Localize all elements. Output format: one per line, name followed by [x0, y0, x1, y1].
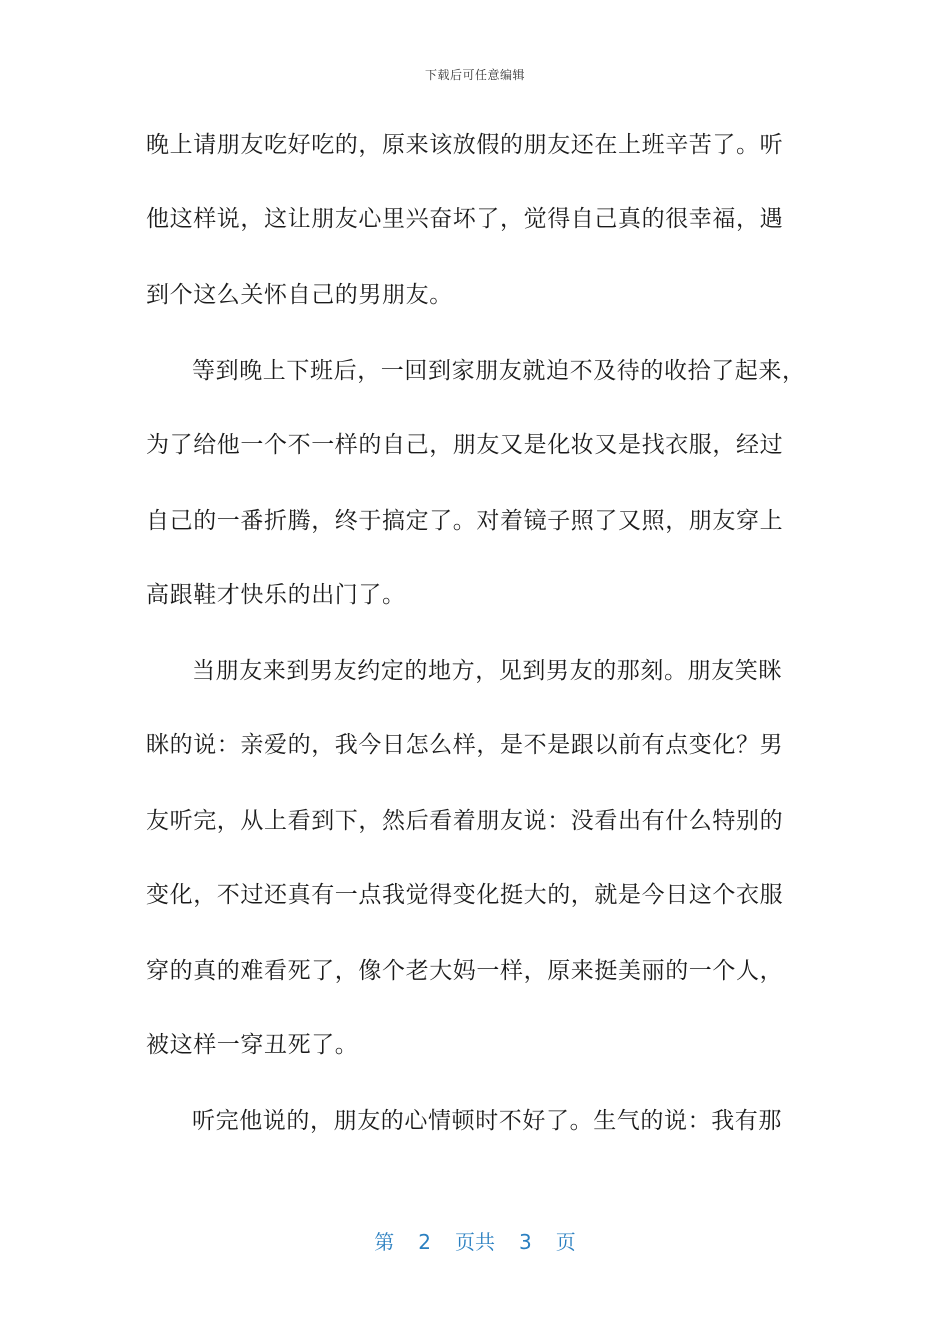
text-line: 友听完，从上看到下，然后看着朋友说：没看出有什么特别的 [146, 808, 784, 834]
text-line: 为了给他一个不一样的自己，朋友又是化妆又是找衣服，经过 [146, 432, 784, 458]
text-line: 变化，不过还真有一点我觉得变化挺大的，就是今日这个衣服 [146, 882, 784, 908]
page-number-footer [0, 1226, 950, 1255]
text-line: 晚上请朋友吃好吃的，原来该放假的朋友还在上班辛苦了。听 [146, 132, 784, 158]
paragraph-start-line: 听完他说的，朋友的心情顿时不好了。生气的说：我有那 [192, 1108, 782, 1134]
text-line: 眯的说：亲爱的，我今日怎么样，是不是跟以前有点变化？男 [146, 732, 784, 758]
paragraph-start-line: 当朋友来到男友约定的地方，见到男友的那刻。朋友笑眯 [192, 658, 782, 684]
paragraph-start-line: 等到晚上下班后，一回到家朋友就迫不及待的收拾了起来， [192, 358, 806, 384]
footer-suffix: 页 [555, 1230, 576, 1254]
footer-prefix: 第 [374, 1230, 395, 1254]
text-line: 穿的真的难看死了，像个老大妈一样，原来挺美丽的一个人， [146, 958, 784, 984]
text-line: 他这样说，这让朋友心里兴奋坏了，觉得自己真的很幸福，遇 [146, 206, 784, 232]
total-pages-number: 3 [519, 1230, 532, 1254]
text-line: 自己的一番折腾，终于搞定了。对着镜子照了又照，朋友穿上 [146, 508, 784, 534]
text-line: 高跟鞋才快乐的出门了。 [146, 582, 406, 608]
current-page-number: 2 [418, 1230, 431, 1254]
page-header: 下载后可任意编辑 [424, 68, 525, 82]
text-line: 被这样一穿丑死了。 [146, 1032, 359, 1058]
text-line: 到个这么关怀自己的男朋友。 [146, 282, 453, 308]
footer-middle: 页共 [455, 1230, 495, 1254]
